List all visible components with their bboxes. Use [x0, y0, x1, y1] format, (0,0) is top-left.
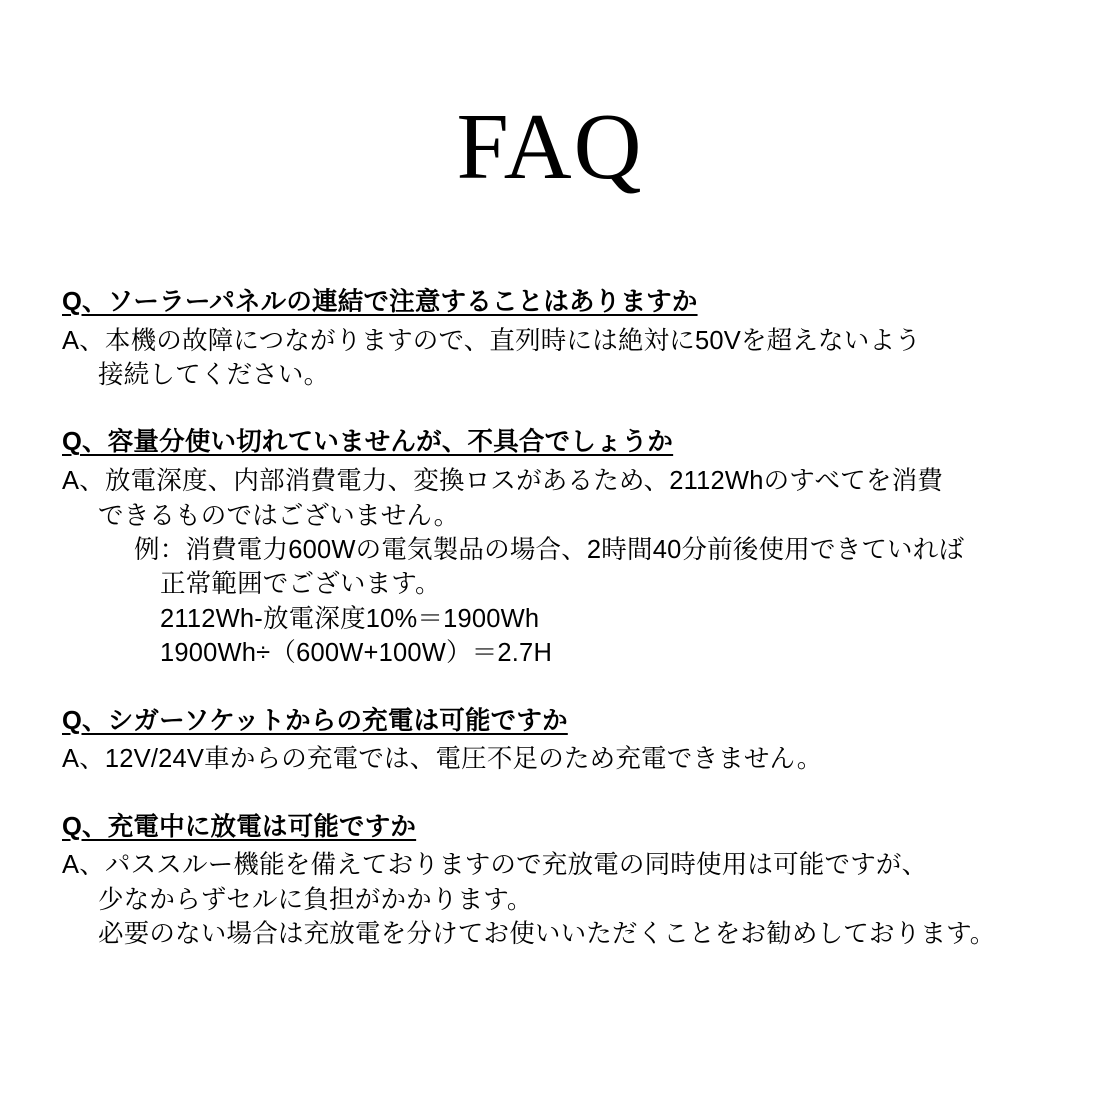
faq-answer: [62, 464, 1038, 671]
faq-answer-line: できるものではございません。: [98, 501, 460, 530]
faq-question: Q、ソーラーパネルの連結で注意することはありますか: [62, 288, 698, 316]
faq-answer-line: 接続してください。: [98, 361, 330, 390]
faq-item: [62, 426, 1038, 670]
faq-answer-line: 2112Wh-放電深度10%＝1900Wh: [160, 604, 540, 633]
faq-answer-line: A、放電深度、内部消費電力、変換ロスがあるため、2112Whのすべてを消費: [62, 467, 943, 496]
page-title: FAQ: [456, 95, 644, 199]
faq-question: Q、充電中に放電は可能ですか: [62, 812, 417, 841]
faq-answer-line: A、パススルー機能を備えておりますので充放電の同時使用は可能ですが、: [62, 851, 928, 880]
faq-answer: [62, 848, 1038, 951]
faq-item: [62, 286, 1038, 392]
faq-answer-line: A、本機の故障につながりますので、直列時には絶対に50Vを超えないよう: [62, 326, 921, 355]
faq-answer: [62, 324, 1038, 393]
faq-answer-line: 必要のない場合は充放電を分けてお使いいただくことをお勧めしております。: [98, 920, 996, 949]
faq-answer-line: A、12V/24V車からの充電では、電圧不足のため充電できません。: [62, 745, 823, 774]
faq-answer: [62, 742, 1038, 776]
faq-question: Q、容量分使い切れていませんが、不具合でしょうか: [62, 428, 674, 457]
faq-answer-line: 正常範囲でございます。: [160, 570, 441, 599]
faq-item: [62, 705, 1038, 777]
faq-question: Q、シガーソケットからの充電は可能ですか: [62, 706, 568, 735]
faq-item: [62, 811, 1038, 952]
faq-answer-line: 1900Wh÷（600W+100W）＝2.7H: [160, 639, 553, 668]
faq-answer-line: 例：消費電力600Wの電気製品の場合、2時間40分前後使用できていれば: [134, 535, 965, 564]
faq-answer-line: 少なからずセルに負担がかかります。: [98, 885, 533, 914]
faq-list: [62, 286, 1038, 952]
